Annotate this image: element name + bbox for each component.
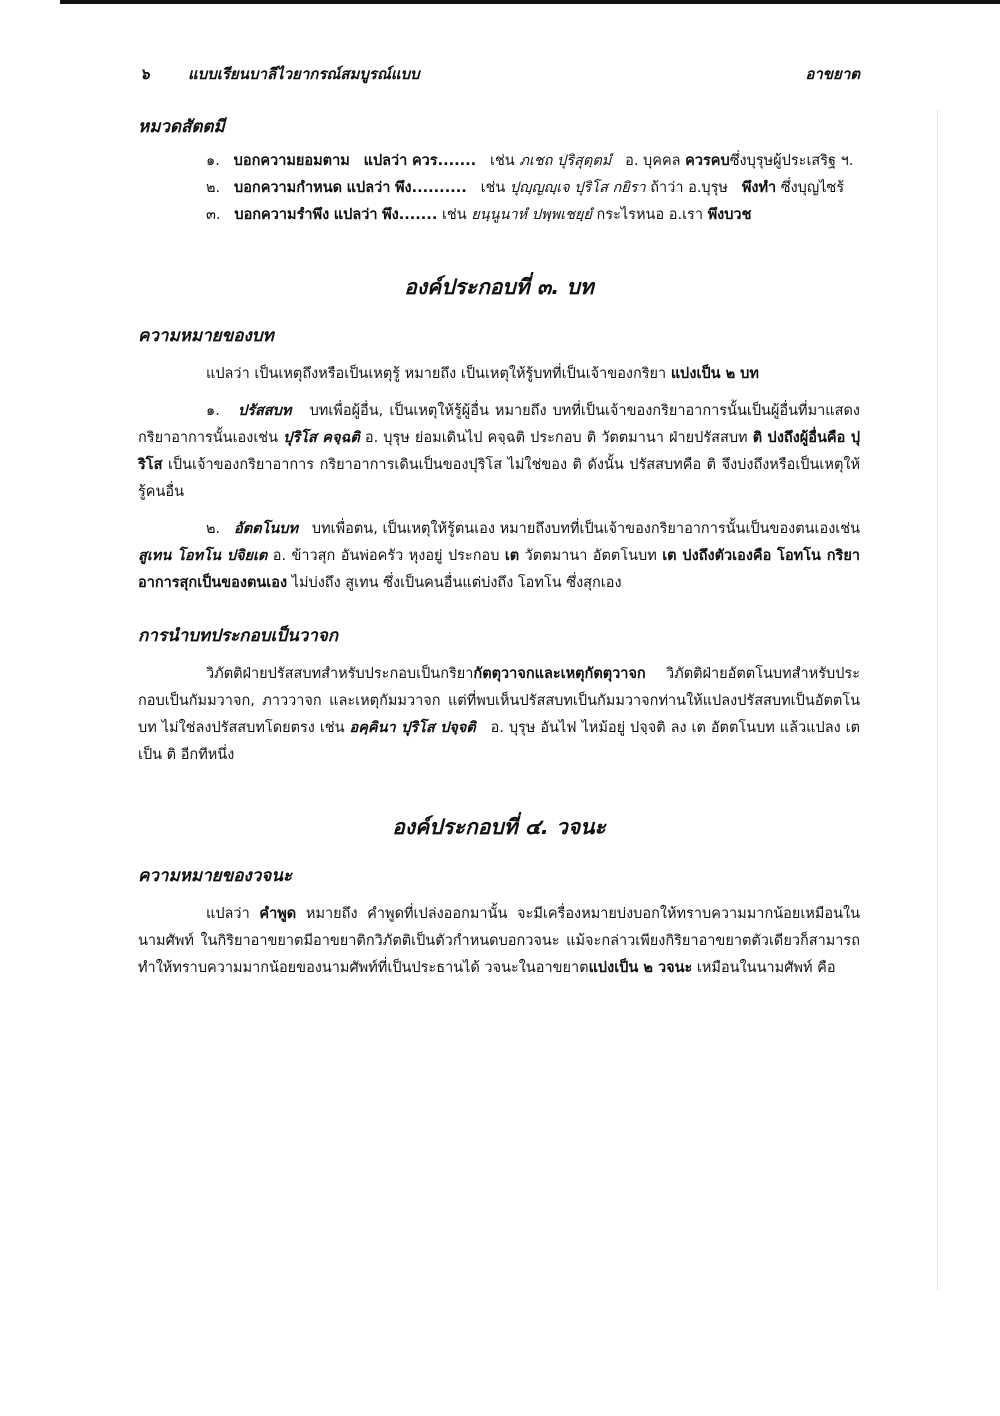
saptami-heading: หมวดสัตตมี [138, 117, 225, 137]
component-4-heading: องค์ประกอบที่ ๔. วจนะ [392, 815, 606, 839]
saptami-item-2: ๒. บอกความกำหนด แปลว่า พึง.......... เช่น ปุญฺญญฺเจ ปุริโส กยิรา ถ้าว่า อ.บุรุษ พึงทำ ซึ่งบุญไซร้ [206, 180, 845, 196]
scan-top-border [60, 0, 1000, 4]
vacana-meaning-heading: ความหมายของวจนะ [138, 866, 292, 886]
saptami-item-3: ๓. บอกความรำพึง แปลว่า พึง....... เช่น ยนฺนูนาหํ ปพฺพเชยฺยํ กระไรหนอ อ.เรา พึงบวช [206, 207, 752, 223]
vacaka-paragraph: วิภัตติฝ่ายปรัสสบทสำหรับประกอบเป็นกริยากัตตุวาจกและเหตุกัตตุวาจก วิภัตติฝ่ายอัตตโนบทสำหรับประกอบเป็นกัมมวาจก, ภาววาจก และเหตุกัมมวาจก แต่ที่พบเห็นปรัสสบทเป็นกัมมวาจกท่านให้แปลงปรัสสบทเป็นอัตตโนบท ไม่ใช่ลงปรัสสบทโดยตรง เช่น อคฺคินา ปุริโส ปจฺจติ อ. บุรุษ อันไฟ ไหม้อยู่ ปจฺจติ ลง เต อัตตโนบท แล้วแปลง เต เป็น ติ อีกทีหนึ่ง [138, 666, 860, 763]
component-3-heading: องค์ประกอบที่ ๓. บท [404, 275, 594, 299]
scan-right-edge [937, 110, 938, 1290]
page-number: ๖ [140, 65, 150, 83]
vacana-paragraph: แปลว่า คำพูด หมายถึง คำพูดที่เปล่งออกมานั้น จะมีเครื่องหมายบ่งบอกให้ทราบความมากน้อยเหมือนในนามศัพท์ ในกิริยาอาขยาตมีอาขยาติกวิภัตติเป็นตัวกำหนดบอกวจนะ แม้จะกล่าวเพียงกิริยาอาขยาตตัวเดียวก็สามารถทำให้ทราบความมากน้อยของนามศัพท์ที่เป็นประธานได้ วจนะในอาขยาตแบ่งเป็น ๒ วจนะ เหมือนในนามศัพท์ คือ [138, 906, 861, 976]
book-title: แบบเรียนบาลีไวยากรณ์สมบูรณ์แบบ [188, 65, 420, 83]
section-title: อาขยาต [805, 65, 860, 83]
page-header [0, 62, 1000, 92]
page-body [138, 112, 860, 982]
parassapada-paragraph: ๑. ปรัสสบท บทเพื่อผู้อื่น, เป็นเหตุให้รู้ผู้อื่น หมายถึง บทที่เป็นเจ้าของกริยาอาการนั้นเป็นผู้อื่นที่มาแสดงกริยาอาการนั้นเองเช่น ปุริโส คจฺฉติ อ. บุรุษ ย่อมเดินไป คจฺฉติ ประกอบ ติ วัตตมานา ฝ่ายปรัสสบท ติ บ่งถึงผู้อื่นคือ ปุริโส เป็นเจ้าของกริยาอาการ กริยาอาการเดินเป็นของปุริโส ไม่ใช่ของ ติ ดังนั้น ปรัสสบทคือ ติ จึงบ่งถึงหรือเป็นเหตุให้รู้คนอื่น [138, 403, 861, 500]
pada-intro: แปลว่า เป็นเหตุถึงหรือเป็นเหตุรู้ หมายถึง เป็นเหตุให้รู้บทที่เป็นเจ้าของกริยา แบ่งเป็น ๒ บท [206, 366, 759, 382]
pada-meaning-heading: ความหมายของบท [138, 326, 274, 346]
vacaka-heading: การนำบทประกอบเป็นวาจก [138, 626, 339, 646]
saptami-item-1: ๑. บอกความยอมตาม แปลว่า ควร....... เช่น ภเชถ ปุริสุตฺตมํ อ. บุคคล ควรคบซึ่งบุรุษผู้ประเสริฐ ฯ. [206, 153, 854, 169]
attanopada-paragraph: ๒. อัตตโนบท บทเพื่อตน, เป็นเหตุให้รู้ตนเอง หมายถึงบทที่เป็นเจ้าของกริยาอาการนั้นเป็นของตนเองเช่น สูเทน โอทโน ปจิยเต อ. ข้าวสุก อันพ่อครัว หุงอยู่ ประกอบ เต วัตตมานา อัตตโนบท เต บ่งถึงตัวเองคือ โอทโน กริยาอาการสุกเป็นของตนเอง ไม่บ่งถึง สูเทน ซึ่งเป็นคนอื่นแต่บ่งถึง โอทโน ซึ่งสุกเอง [138, 521, 861, 591]
